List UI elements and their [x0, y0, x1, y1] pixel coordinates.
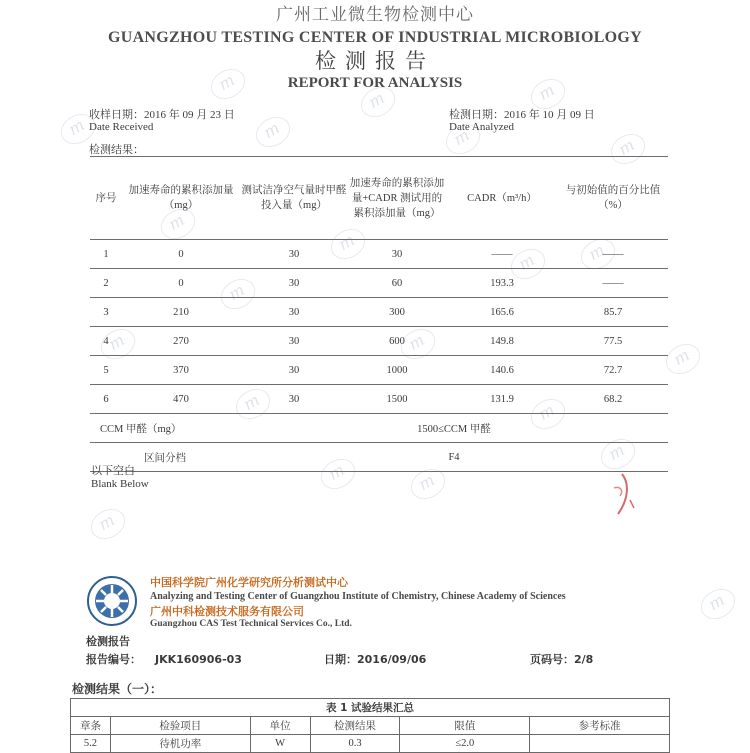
table-row — [90, 327, 668, 356]
ccm-value: 1500≤CCM 甲醛 — [240, 414, 668, 443]
date-analyzed-cn: 检测日期：2016 年 10 月 09 日 — [449, 109, 595, 121]
cell-total: 600 — [348, 327, 446, 356]
table-row — [90, 356, 668, 385]
cell-seq: 1 — [90, 240, 122, 269]
cell-accum: 0 — [122, 269, 240, 298]
summary-header: 单位 — [250, 717, 310, 735]
report-number — [86, 651, 242, 667]
summary-cell: 待机功率 — [110, 735, 250, 753]
cell-accum: 270 — [122, 327, 240, 356]
ccm-label: CCM 甲醛（mg） — [90, 414, 240, 443]
cell-seq: 3 — [90, 298, 122, 327]
summary-caption: 表 1 试验结果汇总 — [71, 699, 670, 717]
cell-pct: 68.2 — [558, 385, 668, 414]
page-number — [530, 651, 593, 667]
summary-header: 章条 — [71, 717, 111, 735]
cell-total: 60 — [348, 269, 446, 298]
watermark-icon — [250, 111, 295, 153]
cell-cadr: 140.6 — [446, 356, 558, 385]
cell-total: 1000 — [348, 356, 446, 385]
cell-pct: 72.7 — [558, 356, 668, 385]
cell-cadr: 165.6 — [446, 298, 558, 327]
cell-seq: 2 — [90, 269, 122, 298]
blank-below-en: Blank Below — [91, 478, 149, 490]
report-title-en: REPORT FOR ANALYSIS — [287, 75, 463, 91]
cell-cadr: 131.9 — [446, 385, 558, 414]
cell-seq: 4 — [90, 327, 122, 356]
report-number-value: JKK160906-03 — [155, 653, 242, 666]
report-date-label: 日期： — [324, 653, 357, 666]
cell-cadr: 193.3 — [446, 269, 558, 298]
cell-pct: —— — [558, 240, 668, 269]
cell-dose: 30 — [240, 298, 348, 327]
cell-total: 300 — [348, 298, 446, 327]
report-title-cn: 检测报告 — [315, 49, 435, 73]
date-analyzed-en: Date Analyzed — [449, 121, 515, 133]
red-seal-mark-icon — [600, 470, 640, 520]
cell-seq: 6 — [90, 385, 122, 414]
header-accum-cadr: 加速寿命的累积添加量+CADR 测试用的累积添加量（mg） — [348, 157, 446, 240]
header-clean-dose: 测试洁净空气量时甲醛投入量（mg） — [240, 157, 348, 240]
cell-dose: 30 — [240, 269, 348, 298]
summary-header: 检验项目 — [110, 717, 250, 735]
cell-pct: 77.5 — [558, 327, 668, 356]
cell-seq: 5 — [90, 356, 122, 385]
grade-label: 区间分档 — [90, 443, 240, 472]
header-cadr: CADR（m³/h） — [446, 157, 558, 240]
blank-below-cn: 以下空白 — [91, 465, 135, 477]
cell-accum: 0 — [122, 240, 240, 269]
cell-cadr: —— — [446, 240, 558, 269]
cell-accum: 210 — [122, 298, 240, 327]
results-label: 检测结果： — [89, 144, 144, 156]
page-number-label: 页码号： — [530, 653, 574, 666]
cas-logo-icon — [86, 575, 138, 627]
summary-header: 参考标准 — [530, 717, 670, 735]
report-date — [324, 651, 426, 667]
summary-table — [70, 698, 670, 753]
header-pct: 与初始值的百分比值（%） — [558, 157, 668, 240]
header-seq: 序号 — [90, 157, 122, 240]
cell-total: 1500 — [348, 385, 446, 414]
cell-pct: —— — [558, 269, 668, 298]
table-row — [90, 385, 668, 414]
table-row — [90, 240, 668, 269]
grade-value: F4 — [240, 443, 668, 472]
report-number-label: 报告编号： — [86, 653, 141, 666]
cas-company-en: Guangzhou CAS Test Technical Services Co., Ltd. — [150, 619, 352, 629]
cas-company-cn: 广州中科检测技术服务有限公司 — [150, 605, 304, 618]
watermark-icon — [85, 503, 130, 545]
cell-accum: 470 — [122, 385, 240, 414]
grade-row — [90, 443, 668, 472]
table-row — [90, 298, 668, 327]
ccm-row — [90, 414, 668, 443]
watermark-icon — [695, 583, 740, 625]
summary-header: 限值 — [400, 717, 530, 735]
cell-accum: 370 — [122, 356, 240, 385]
org-title-cn: 广州工业微生物检测中心 — [276, 5, 474, 24]
summary-header: 检测结果 — [310, 717, 400, 735]
cas-name-en: Analyzing and Testing Center of Guangzhou Institute of Chemistry, Chinese Academy of Sciences — [150, 591, 566, 602]
cell-pct: 85.7 — [558, 298, 668, 327]
summary-header-row — [71, 717, 670, 735]
summary-cell: 0.3 — [310, 735, 400, 753]
table-row — [90, 269, 668, 298]
date-received-en: Date Received — [89, 121, 154, 133]
cell-dose: 30 — [240, 356, 348, 385]
cell-dose: 30 — [240, 240, 348, 269]
cas-name-cn: 中国科学院广州化学研究所分析测试中心 — [150, 576, 348, 589]
org-title-en: GUANGZHOU TESTING CENTER OF INDUSTRIAL MICROBIOLOGY — [107, 29, 643, 46]
results-header-row — [90, 157, 668, 240]
report-date-value: 2016/09/06 — [357, 653, 427, 666]
report2-title: 检测报告 — [86, 635, 130, 648]
date-received-cn: 收样日期：2016 年 09 月 23 日 — [89, 109, 235, 121]
header-accum: 加速寿命的累积添加量（mg） — [122, 157, 240, 240]
cell-dose: 30 — [240, 327, 348, 356]
cell-total: 30 — [348, 240, 446, 269]
summary-cell: W — [250, 735, 310, 753]
summary-caption-row — [71, 699, 670, 717]
page-number-value: 2/8 — [574, 653, 594, 666]
cell-cadr: 149.8 — [446, 327, 558, 356]
summary-cell: ≤2.0 — [400, 735, 530, 753]
cell-dose: 30 — [240, 385, 348, 414]
summary-cell: 5.2 — [71, 735, 111, 753]
results-table — [90, 156, 668, 472]
section-title: 检测结果（一）： — [72, 682, 163, 696]
